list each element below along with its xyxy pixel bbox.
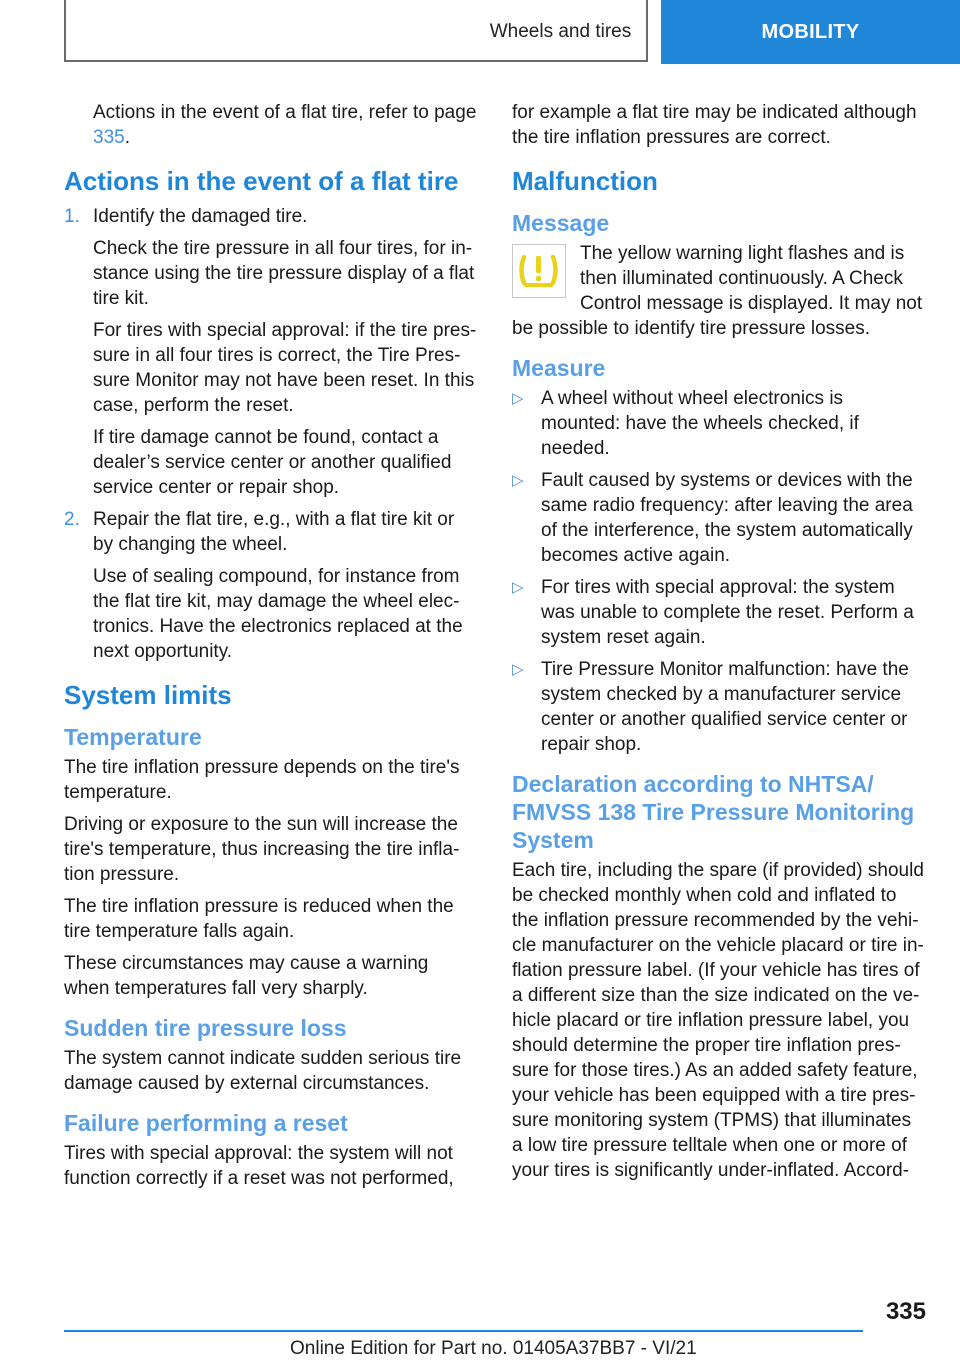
step-paragraph: For tires with special approval: if the tire pres-sure in all four tires is correct, the Tire Pres-sure Monitor may not have been reset. In this case, perform the reset.: [93, 320, 477, 416]
measure-item: [512, 657, 926, 757]
heading-malfunction: Malfunction: [512, 166, 658, 196]
intro-end: .: [124, 127, 130, 148]
temperature-paragraph: The tire inflation pressure is reduced when the tire temperature falls again.: [64, 896, 454, 942]
temperature-paragraph: Driving or exposure to the sun will increase the tire's temperature, thus increasing the tire infla-tion pressure.: [64, 814, 460, 885]
temperature-paragraph: The tire inflation pressure depends on the tire's temperature.: [64, 757, 460, 803]
measure-text: Fault caused by systems or devices with the same radio frequency: after leaving the area of the interference, the system automatically becomes active again.: [541, 470, 913, 566]
step-item: [64, 204, 478, 500]
step-paragraph: If tire damage cannot be found, contact a dealer’s service center or another qualified service center or repair shop.: [93, 427, 452, 498]
step-paragraph: Check the tire pressure in all four tires, for in-stance using the tire pressure display of a flat tire kit.: [93, 238, 475, 309]
measure-text: A wheel without wheel electronics is mounted: have the wheels checked, if needed.: [541, 388, 859, 459]
heading-nhtsa-declaration: Declaration according to NHTSA/ FMVSS 138 Tire Pressure Monitoring System: [512, 771, 915, 853]
bullet-arrow-icon: ▷: [512, 661, 524, 678]
bullet-arrow-icon: ▷: [512, 390, 524, 407]
footer-edition-text: Online Edition for Part no. 01405A37BB7 - VI/21: [290, 1338, 697, 1359]
heading-message: Message: [512, 210, 610, 236]
step-paragraph: Repair the flat tire, e.g., with a flat tire kit or by changing the wheel.: [93, 509, 455, 555]
tire-pressure-warning-icon: [512, 244, 566, 298]
heading-flat-tire-actions: Actions in the event of a flat tire: [64, 166, 459, 196]
step-number: 2.: [64, 509, 80, 530]
heading-temperature: Temperature: [64, 724, 202, 750]
message-block: [512, 241, 926, 341]
right-column: [512, 100, 926, 1190]
step-paragraph: Identify the damaged tire.: [93, 206, 308, 227]
heading-failure-reset: Failure performing a reset: [64, 1110, 348, 1136]
step-item: [64, 507, 478, 664]
heading-measure: Measure: [512, 355, 606, 381]
temperature-paragraph: These circumstances may cause a warning when temperatures fall very sharply.: [64, 953, 429, 999]
bullet-arrow-icon: ▷: [512, 472, 524, 489]
message-text: The yellow warning light flashes and is then illuminated continuously. A Check Control message is displayed. It may not be possible to identify tire pressure losses.: [512, 243, 923, 339]
header-chapter-tab: MOBILITY: [661, 0, 960, 64]
measure-item: [512, 386, 926, 461]
step-number: 1.: [64, 206, 80, 227]
page-number: 335: [885, 1298, 926, 1325]
intro-text: Actions in the event of a flat tire, refer to page: [93, 102, 477, 123]
left-column: [64, 100, 478, 1198]
header-section-title: Wheels and tires: [475, 0, 648, 62]
measure-item: [512, 468, 926, 568]
heading-sudden-pressure-loss: Sudden tire pressure loss: [64, 1015, 347, 1041]
measure-text: Tire Pressure Monitor malfunction: have the system checked by a manufacturer service center or another qualified service center or repair shop.: [541, 659, 909, 755]
step-paragraph: Use of sealing compound, for instance from the flat tire kit, may damage the wheel elec-tronics. Have the electronics replaced at the next opportunity.: [93, 566, 463, 662]
intro-paragraph: [64, 100, 478, 150]
bullet-arrow-icon: ▷: [512, 579, 524, 596]
footer-rule: [64, 1330, 863, 1332]
measure-item: [512, 575, 926, 650]
heading-system-limits: System limits: [64, 680, 232, 710]
continuation-paragraph: for example a flat tire may be indicated although the tire inflation pressures are correct.: [512, 102, 917, 148]
failure-reset-paragraph: Tires with special approval: the system will not function correctly if a reset was not performed,: [64, 1143, 454, 1189]
page-reference-link[interactable]: 335: [93, 127, 125, 148]
measure-text: For tires with special approval: the system was unable to complete the reset. Perform a system reset again.: [541, 577, 914, 648]
sudden-loss-paragraph: The system cannot indicate sudden serious tire damage caused by external circumstances.: [64, 1048, 462, 1094]
declaration-paragraph: Each tire, including the spare (if provided) should be checked monthly when cold and inflated to the inflation pressure recommended by the vehi-cle manufacturer on the vehicle placard or tire in-flation pressure label. (If your vehicle has tires of a different size than the size indicated on the ve-hicle placard or tire inflation pressure label, you should determine the proper tire inflation pres-sure for those tires.) As an added safety feature, your vehicle has been equipped with a tire pres-sure monitoring system (TPMS) that illuminates a low tire pressure telltale when one or more of your tires is significantly under-inflated. Accord-: [512, 860, 924, 1181]
